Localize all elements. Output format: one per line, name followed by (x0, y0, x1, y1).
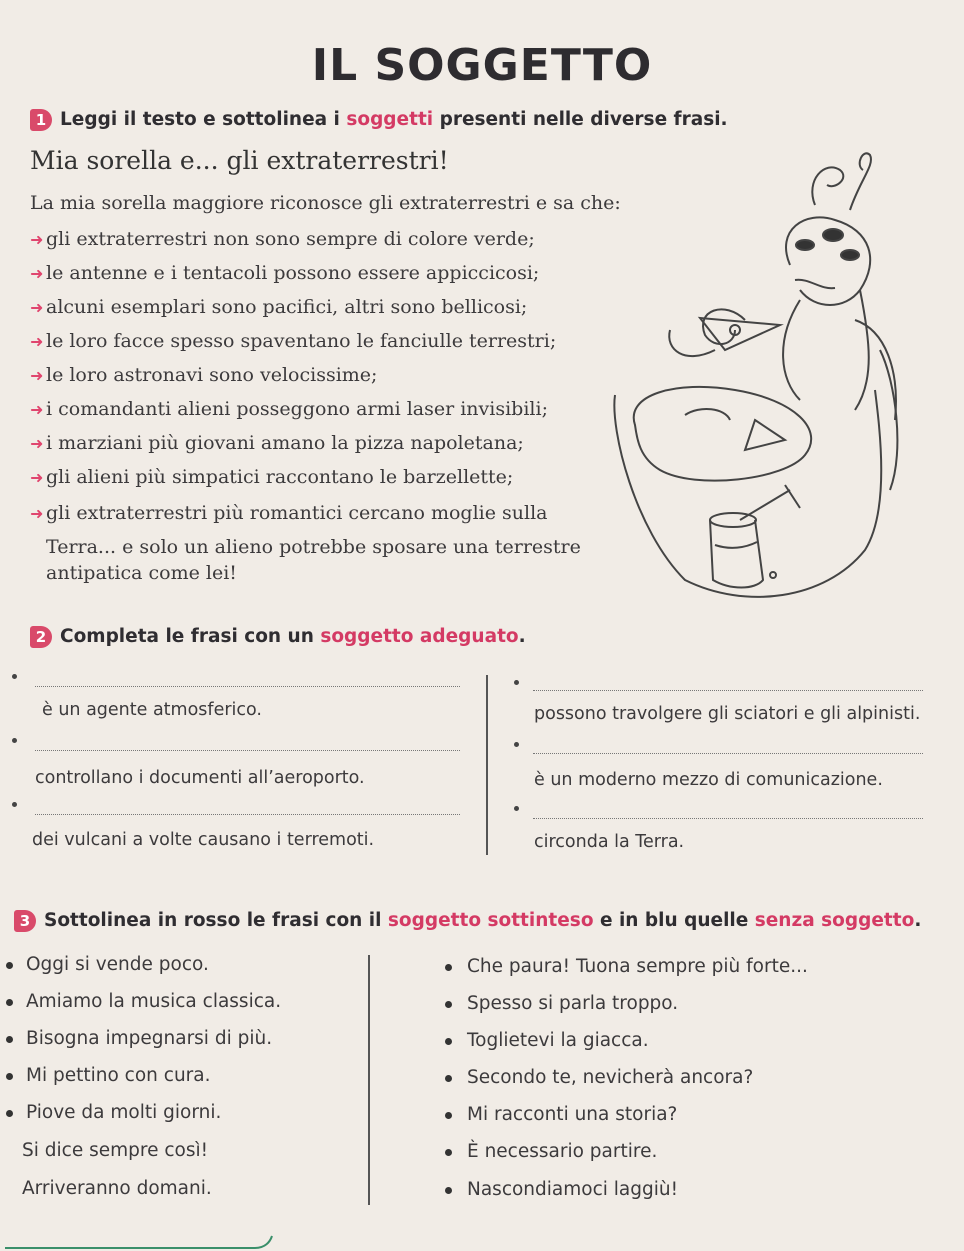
instruction-keyword: senza soggetto (754, 910, 915, 931)
instruction-text: presenti nelle diverse frasi. (433, 109, 728, 130)
sentence[interactable]: Spesso si parla troppo. (467, 993, 679, 1014)
bullet (12, 802, 17, 807)
sentence[interactable]: Amiamo la musica classica. (26, 991, 282, 1012)
alien-head-icon (786, 217, 870, 305)
story-item-text: gli alieni più simpatici raccontano le barzellette; (46, 466, 514, 488)
bullet (6, 999, 13, 1006)
arrow-right-icon: ➜ (30, 230, 44, 249)
table-icon (614, 390, 881, 597)
story-continuation: Terra... e solo un alieno potrebbe sposare una terrestre (46, 536, 581, 558)
instruction-keyword: soggetti (346, 109, 434, 130)
exercise-3-number: 3 (14, 910, 36, 932)
bullet (445, 1149, 452, 1156)
story-item-text: gli extraterrestri non sono sempre di colore verde; (46, 228, 535, 250)
story-item-text: alcuni esemplari sono pacifici, altri sono bellicosi; (46, 296, 528, 318)
sentence-ending: dei vulcani a volte causano i terremoti. (32, 830, 375, 850)
story-item (30, 262, 539, 284)
story-item-text: gli extraterrestri più romantici cercano moglie sulla (46, 502, 548, 524)
decorative-border (0, 1228, 290, 1251)
sentence[interactable]: Che paura! Tuona sempre più forte... (467, 956, 808, 977)
instruction-text: Sottolinea in rosso le frasi con il (44, 910, 388, 931)
sentence[interactable]: Toglietevi la giacca. (467, 1030, 649, 1051)
story-item (30, 296, 527, 318)
story-item (30, 330, 556, 352)
exercise-1-instruction (30, 109, 728, 131)
answer-blank[interactable] (533, 753, 923, 754)
sentence[interactable]: È necessario partire. (467, 1141, 658, 1162)
arrow-right-icon: ➜ (30, 264, 44, 283)
sentence[interactable]: Arriveranno domani. (22, 1178, 212, 1199)
bullet (514, 680, 519, 685)
story-item (30, 502, 548, 524)
sentence[interactable]: Mi pettino con cura. (26, 1065, 211, 1086)
arrow-right-icon: ➜ (30, 504, 44, 523)
answer-blank[interactable] (533, 690, 923, 691)
instruction-keyword: soggetto sottinteso (387, 910, 594, 931)
arrow-right-icon: ➜ (30, 366, 44, 385)
story-item (30, 398, 548, 420)
story-item (30, 228, 535, 250)
alien-antenna-icon (812, 153, 871, 210)
exercise-2-number: 2 (30, 626, 52, 648)
bullet (6, 962, 13, 969)
story-item-text: le antenne e i tentacoli possono essere appiccicosi; (46, 262, 540, 284)
bullet (12, 738, 17, 743)
answer-blank[interactable] (35, 750, 460, 751)
exercise-1-number: 1 (30, 109, 52, 131)
arrow-right-icon: ➜ (30, 468, 44, 487)
bullet (445, 1187, 452, 1194)
page-title: IL SOGGETTO (311, 40, 653, 91)
answer-blank[interactable] (533, 818, 923, 819)
bullet (445, 1112, 452, 1119)
sentence-ending: possono travolgere gli sciatori e gli alpinisti. (534, 704, 921, 724)
bullet (514, 806, 519, 811)
story-item (30, 432, 524, 454)
sentence-ending: circonda la Terra. (534, 832, 685, 852)
story-item-text: i comandanti alieni posseggono armi laser invisibili; (46, 398, 548, 420)
story-item (30, 364, 377, 386)
sentence[interactable]: Bisogna impegnarsi di più. (26, 1028, 273, 1049)
story-item (30, 466, 513, 488)
bullet (6, 1110, 13, 1117)
sentence[interactable]: Mi racconti una storia? (467, 1104, 678, 1125)
story-item-text: le loro astronavi sono velocissime; (46, 364, 378, 386)
column-divider (486, 675, 488, 855)
sentence[interactable]: Nascondiamoci laggiù! (467, 1179, 679, 1200)
sentence-ending: è un moderno mezzo di comunicazione. (534, 770, 883, 790)
instruction-text: e in blu quelle (593, 910, 755, 931)
bullet (445, 964, 452, 971)
story-item-text: le loro facce spesso spaventano le fanciulle terrestri; (46, 330, 557, 352)
sentence[interactable]: Piove da molti giorni. (26, 1102, 222, 1123)
instruction-text: . (914, 910, 922, 931)
sentence[interactable]: Oggi si vende poco. (26, 954, 209, 975)
alien-body-icon (669, 290, 896, 420)
instruction-text: . (518, 626, 526, 647)
answer-blank[interactable] (35, 686, 460, 687)
exercise-3-instruction (14, 910, 921, 932)
bullet (6, 1036, 13, 1043)
sentence-ending: controllano i documenti all’aeroporto. (35, 768, 365, 788)
alien-eating-pizza-illustration (605, 150, 905, 600)
exercise-2-instruction (30, 626, 526, 648)
instruction-keyword: soggetto adeguato (320, 626, 519, 647)
story-item-text: i marziani più giovani amano la pizza napoletana; (46, 432, 524, 454)
bullet (445, 1038, 452, 1045)
story-continuation: antipatica come lei! (46, 562, 237, 584)
sentence[interactable]: Si dice sempre così! (22, 1140, 209, 1161)
sentence-ending: è un agente atmosferico. (42, 700, 262, 720)
bullet (445, 1075, 452, 1082)
bullet (6, 1073, 13, 1080)
arrow-right-icon: ➜ (30, 298, 44, 317)
story-title: Mia sorella e... gli extraterrestri! (30, 146, 449, 175)
arrow-right-icon: ➜ (30, 332, 44, 351)
bullet (12, 674, 17, 679)
bullet (445, 1001, 452, 1008)
column-divider (368, 955, 370, 1205)
answer-blank[interactable] (35, 814, 460, 815)
sentence[interactable]: Secondo te, nevicherà ancora? (467, 1067, 754, 1088)
instruction-text: Leggi il testo e sottolinea i (60, 109, 347, 130)
instruction-text: Completa le frasi con un (60, 626, 321, 647)
bullet (514, 742, 519, 747)
drink-can-icon (710, 485, 800, 588)
story-intro: La mia sorella maggiore riconosce gli extraterrestri e sa che: (30, 192, 621, 214)
arrow-right-icon: ➜ (30, 400, 44, 419)
arrow-right-icon: ➜ (30, 434, 44, 453)
